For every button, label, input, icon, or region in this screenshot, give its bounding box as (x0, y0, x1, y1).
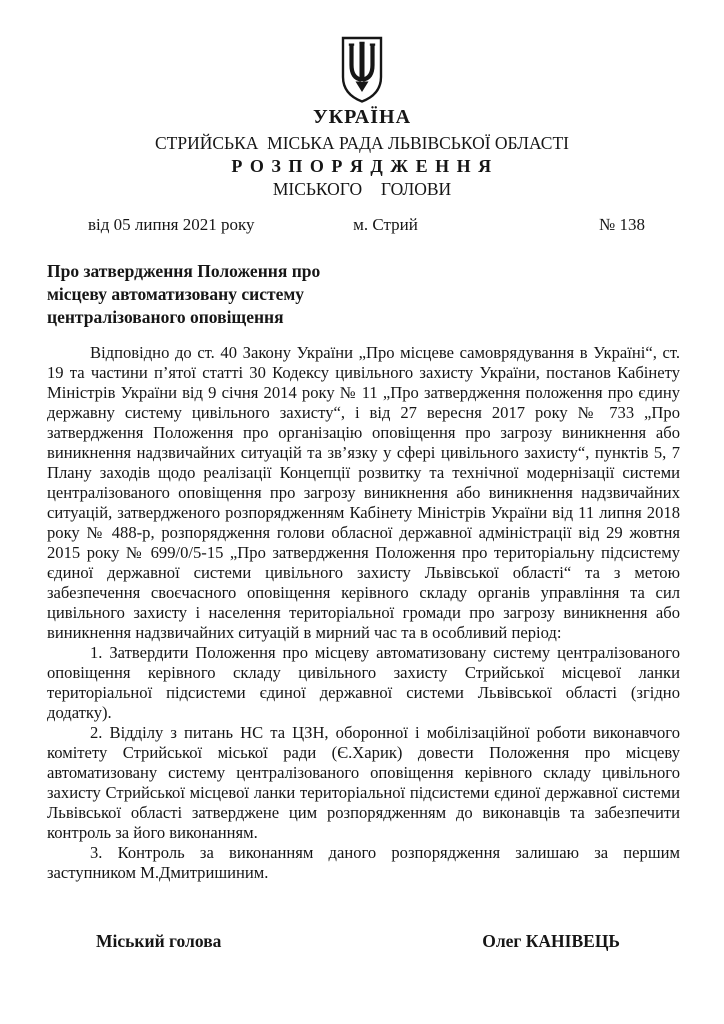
signature-row (96, 931, 620, 952)
meta-row (47, 215, 680, 235)
title-line-2: місцеву автоматизовану систему (47, 284, 305, 304)
council-name: СТРИЙСЬКА МІСЬКА РАДА ЛЬВІВСЬКОЇ ОБЛАСТІ (155, 133, 569, 153)
document-number: № 138 (599, 215, 645, 234)
title-line-1: Про затвердження Положення про (47, 261, 321, 281)
item-1-paragraph: 1. Затвердити Положення про місцеву автоматизовану систему централізованого оповіщення керівного складу цивільного захисту Стрийської місцевої ланки територіальної підсистеми єдиної державної системи Львівської області (згідно додатку). (47, 643, 680, 722)
document-content (0, 215, 724, 952)
title-line-3: централізованого оповіщення (47, 307, 284, 327)
document-type: Р О З П О Р Я Д Ж Е Н Н Я (231, 156, 493, 176)
document-title (47, 260, 680, 329)
coat-of-arms-icon (338, 36, 386, 104)
document-place: м. Стрий (353, 215, 418, 234)
country-name: УКРАЇНА (312, 106, 412, 128)
issuer-name: МІСЬКОГО ГОЛОВИ (272, 179, 452, 199)
item-3-paragraph: 3. Контроль за виконанням даного розпорядження залишаю за першим заступником М.Дмитришиним. (47, 843, 680, 882)
signatory-name: Олег КАНІВЕЦЬ (482, 931, 620, 951)
document-date: від 05 липня 2021 року (88, 215, 255, 234)
emblem-container (0, 36, 724, 104)
preamble-paragraph: Відповідно до ст. 40 Закону України „Про місцеве самоврядування в Україні“, ст. 19 та частини п’ятої статті 30 Кодексу цивільного захисту України, постанов Кабінету Міністрів України від 9 січня 2014 року № 11 „Про затвердження положення про єдину державну систему цивільного захисту“, і від 27 вересня 2017 року № 733 „Про затвердження Положення про організацію оповіщення про загрозу виникнення або виникнення надзвичайних ситуацій та зв’язку у сфері цивільного захисту“, пунктів 5, 7 Плану заходів щодо реалізації Концепції розвитку та технічної модернізації системи централізованого оповіщення про загрозу виникнення або виникнення надзвичайних ситуацій, затвердженого розпорядженням Кабінету Міністрів України від 11 липня 2018 року № 488-р, розпорядження голови обласної державної адміністрації від 29 жовтня 2015 року № 699/0/5-15 „Про затвердження Положення про територіальну підсистему єдиної державної системи цивільного захисту Львівської області“ та з метою забезпечення своєчасного оповіщення керівного складу органів управління та сил цивільного захисту і населення територіальної громади про загрозу виникнення або виникнення надзвичайних ситуацій в мирний час та в особливий період: (47, 343, 680, 642)
document-body (47, 343, 680, 883)
item-2-paragraph: 2. Відділу з питань НС та ЦЗН, оборонної і мобілізаційної роботи виконавчого комітету Стрийської міської ради (Є.Харик) довести Положення про місцеву автоматизовану систему централізованого оповіщення керівного складу цивільного захисту Стрийської місцевої ланки територіальної підсистеми єдиної державної системи Львівської області затверджене цим розпорядженням до виконавців та забезпечити контроль за його виконанням. (47, 723, 680, 842)
signatory-position: Міський голова (96, 931, 222, 951)
